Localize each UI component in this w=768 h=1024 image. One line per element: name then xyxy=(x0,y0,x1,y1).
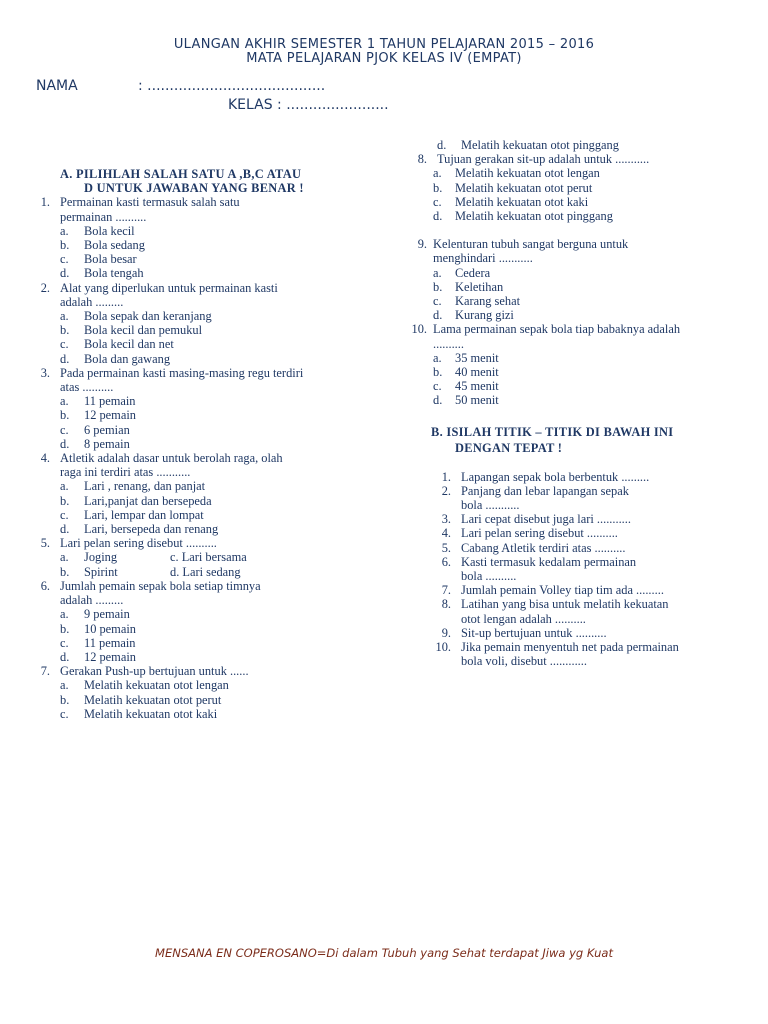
fill-item-2-cont xyxy=(405,498,760,512)
question-number: 8. xyxy=(417,152,427,167)
question-text: Pada permainan kasti masing-masing regu terdiri xyxy=(60,365,304,380)
option-text: Lari, lempar dan lompat xyxy=(84,507,204,522)
question-4 xyxy=(28,451,368,465)
fill-item-text: Latihan yang bisa untuk melatih kekuatan xyxy=(461,597,669,612)
question-text: Permainan kasti termasuk salah satu xyxy=(60,195,240,210)
option-d xyxy=(28,650,368,664)
option-letter: d. xyxy=(437,138,447,152)
column-left xyxy=(28,167,368,721)
option-letter: a. xyxy=(60,309,69,324)
fill-item-number: 2. xyxy=(441,483,451,498)
option-letter: c. xyxy=(60,635,69,650)
option-a xyxy=(28,309,368,323)
question-10 xyxy=(405,322,760,336)
option-letter: d. xyxy=(60,649,70,664)
option-letter: d. xyxy=(60,522,70,537)
option-letter: d. xyxy=(60,436,70,451)
question-number: 1. xyxy=(40,195,50,210)
nama-label: NAMA xyxy=(36,78,78,94)
option-letter: c. xyxy=(60,706,69,721)
question-text: Lari pelan sering disebut .......... xyxy=(60,536,217,551)
option-text: Bola besar xyxy=(84,252,137,267)
question-number: 4. xyxy=(40,451,50,466)
option-a xyxy=(28,394,368,408)
option-text: Melatih kekuatan otot kaki xyxy=(84,706,218,721)
option-text: Bola sepak dan keranjang xyxy=(84,309,212,324)
option-letter: a. xyxy=(433,166,442,181)
option-text: Karang sehat xyxy=(455,294,521,309)
fill-item-number: 6. xyxy=(441,554,451,569)
fill-in-list xyxy=(405,470,760,669)
kelas-field: KELAS : ....................... xyxy=(228,97,389,113)
option-b xyxy=(28,693,368,707)
section-a-title-2: D UNTUK JAWABAN YANG BENAR ! xyxy=(84,181,304,196)
option-text: Kurang gizi xyxy=(455,308,514,323)
option-letter: b. xyxy=(60,692,70,707)
question-10-cont xyxy=(405,337,760,351)
fill-item-number: 10. xyxy=(435,640,451,655)
question-text: Atletik adalah dasar untuk berolah raga, olah xyxy=(60,451,283,466)
question-text: Tujuan gerakan sit-up adalah untuk ........... xyxy=(437,152,650,167)
option-a xyxy=(28,479,368,493)
option-letter: b. xyxy=(60,238,70,253)
question-3 xyxy=(28,366,368,380)
question-text: permainan .......... xyxy=(60,209,147,224)
exam-subtitle: MATA PELAJARAN PJOK KELAS IV (EMPAT) xyxy=(246,51,522,66)
fill-item-10 xyxy=(405,640,760,654)
option-d xyxy=(405,308,760,322)
question-text: Gerakan Push-up bertujuan untuk ...... xyxy=(60,664,249,679)
option-text: d. Lari sedang xyxy=(170,564,241,579)
option-letter: b. xyxy=(433,365,443,380)
question-number: 10. xyxy=(411,322,427,337)
option-text: 12 pemain xyxy=(84,408,136,423)
option-text: Lari,panjat dan bersepeda xyxy=(84,493,212,508)
option-letter: b. xyxy=(60,564,70,579)
option-letter: c. xyxy=(60,507,69,522)
option-text: 50 menit xyxy=(455,393,499,408)
option-text: 35 menit xyxy=(455,350,499,365)
option-d xyxy=(28,352,368,366)
option-c xyxy=(28,636,368,650)
fill-item-3 xyxy=(405,512,760,526)
option-letter: d. xyxy=(433,209,443,224)
option-c xyxy=(28,337,368,351)
option-text: Melatih kekuatan otot perut xyxy=(455,180,593,195)
option-text: Spirint xyxy=(84,564,118,579)
fill-item-text: Panjang dan lebar lapangan sepak xyxy=(461,483,629,498)
option-text: Lari , renang, dan panjat xyxy=(84,479,206,494)
option-b xyxy=(28,565,368,579)
fill-item-9 xyxy=(405,626,760,640)
fill-item-number: 3. xyxy=(441,512,451,527)
option-a xyxy=(28,607,368,621)
option-letter: c. xyxy=(433,294,442,309)
fill-item-7 xyxy=(405,583,760,597)
fill-item-text: Lapangan sepak bola berbentuk ......... xyxy=(461,469,650,484)
question-1 xyxy=(28,195,368,209)
option-a xyxy=(405,166,760,180)
fill-item-number: 9. xyxy=(441,625,451,640)
question-number: 2. xyxy=(40,280,50,295)
fill-item-number: 4. xyxy=(441,526,451,541)
question-number: 7. xyxy=(40,664,50,679)
fill-item-text: Jumlah pemain Volley tiap tim ada ......... xyxy=(461,583,664,598)
option-text: Melatih kekuatan otot pinggang xyxy=(455,209,613,224)
option-d xyxy=(28,437,368,451)
option-b xyxy=(405,280,760,294)
option-text: 45 menit xyxy=(455,379,499,394)
option-text: Bola sedang xyxy=(84,238,145,253)
question-text: .......... xyxy=(433,336,464,351)
option-text: 40 menit xyxy=(455,365,499,380)
option-a xyxy=(405,351,760,365)
question-text: adalah ......... xyxy=(60,294,124,309)
question-5 xyxy=(28,536,368,550)
fill-item-text: Jika pemain menyentuh net pada permainan xyxy=(461,640,679,655)
fill-item-5 xyxy=(405,541,760,555)
option-c xyxy=(28,508,368,522)
option-d xyxy=(28,522,368,536)
option-text: 12 pemain xyxy=(84,649,136,664)
option-b xyxy=(28,408,368,422)
section-a-title-1: A. PILIHLAH SALAH SATU A ,B,C ATAU xyxy=(60,167,302,181)
option-letter: a. xyxy=(60,479,69,494)
option-letter: b. xyxy=(60,493,70,508)
option-c xyxy=(405,294,760,308)
question-6 xyxy=(28,579,368,593)
option-letter: b. xyxy=(433,180,443,195)
option-b xyxy=(28,323,368,337)
option-text: 10 pemain xyxy=(84,621,136,636)
option-text: c. Lari bersama xyxy=(170,550,247,565)
motto-footer: MENSANA EN COPEROSANO=Di dalam Tubuh yang Sehat terdapat Jiwa yg Kuat xyxy=(155,946,613,960)
fill-item-text: Kasti termasuk kedalam permainan xyxy=(461,554,637,569)
fill-item-text: otot lengan adalah .......... xyxy=(461,611,586,626)
option-letter: c. xyxy=(60,337,69,352)
option-letter: a. xyxy=(60,550,69,565)
option-text: Keletihan xyxy=(455,279,504,294)
fill-item-number: 5. xyxy=(441,540,451,555)
column-right xyxy=(405,138,760,669)
option-letter: b. xyxy=(433,279,443,294)
fill-item-text: Lari cepat disebut juga lari ........... xyxy=(461,512,631,527)
question-4-cont xyxy=(28,465,368,479)
question-9 xyxy=(405,237,760,251)
option-d xyxy=(28,266,368,280)
fill-item-text: Sit-up bertujuan untuk .......... xyxy=(461,625,607,640)
option-letter: d. xyxy=(433,308,443,323)
question-text: Alat yang diperlukan untuk permainan kasti xyxy=(60,280,278,295)
question-number: 9. xyxy=(417,237,427,252)
fill-item-1 xyxy=(405,470,760,484)
option-text: Bola dan gawang xyxy=(84,351,171,366)
question-2-cont xyxy=(28,295,368,309)
section-b-title-2: DENGAN TEPAT ! xyxy=(455,440,563,455)
fill-item-8 xyxy=(405,597,760,611)
question-2 xyxy=(28,281,368,295)
fill-item-2 xyxy=(405,484,760,498)
option-letter: c. xyxy=(60,252,69,267)
option-letter: a. xyxy=(60,394,69,409)
option-c xyxy=(405,379,760,393)
question-text: Kelenturan tubuh sangat berguna untuk xyxy=(433,237,629,252)
question-text: adalah ......... xyxy=(60,593,124,608)
option-b xyxy=(28,494,368,508)
option-c xyxy=(28,252,368,266)
option-a xyxy=(28,678,368,692)
option-letter: c. xyxy=(433,194,442,209)
option-text: 9 pemain xyxy=(84,607,130,622)
option-text: Melatih kekuatan otot pinggang xyxy=(461,138,619,152)
fill-item-text: bola .......... xyxy=(461,569,517,584)
fill-item-6 xyxy=(405,555,760,569)
fill-item-4 xyxy=(405,526,760,540)
fill-item-number: 1. xyxy=(441,469,451,484)
fill-item-text: Cabang Atletik terdiri atas .......... xyxy=(461,540,626,555)
fill-item-8-cont xyxy=(405,612,760,626)
option-b xyxy=(405,365,760,379)
option-text: 11 pemain xyxy=(84,394,136,409)
option-text: Bola kecil dan pemukul xyxy=(84,323,203,338)
option-text: Melatih kekuatan otot kaki xyxy=(455,194,589,209)
option-text: Bola tengah xyxy=(84,266,144,281)
option-b xyxy=(28,622,368,636)
fill-item-6-cont xyxy=(405,569,760,583)
option-d xyxy=(405,209,760,223)
section-b-title-1: B. ISILAH TITIK – TITIK DI BAWAH INI xyxy=(431,424,674,439)
question-number: 5. xyxy=(40,536,50,551)
option-text: Bola kecil xyxy=(84,223,135,238)
option-c xyxy=(28,423,368,437)
question-6-cont xyxy=(28,593,368,607)
question-text: menghindari ........... xyxy=(433,251,533,266)
fill-item-text: bola ........... xyxy=(461,498,520,513)
option-text: Melatih kekuatan otot lengan xyxy=(455,166,600,181)
option-letter: b. xyxy=(60,408,70,423)
question-text: atas .......... xyxy=(60,380,114,395)
question-9-cont xyxy=(405,251,760,265)
option-letter: b. xyxy=(60,323,70,338)
option-d xyxy=(405,393,760,407)
question-3-cont xyxy=(28,380,368,394)
question-text: Jumlah pemain sepak bola setiap timnya xyxy=(60,578,261,593)
option-d xyxy=(405,138,760,152)
option-text: Lari, bersepeda dan renang xyxy=(84,522,219,537)
exam-title: ULANGAN AKHIR SEMESTER 1 TAHUN PELAJARAN 2015 – 2016 xyxy=(173,37,595,52)
question-text: Lama permainan sepak bola tiap babaknya adalah xyxy=(433,322,681,337)
option-text: Cedera xyxy=(455,265,491,280)
option-c xyxy=(28,707,368,721)
question-number: 6. xyxy=(40,578,50,593)
option-letter: a. xyxy=(433,350,442,365)
question-8 xyxy=(405,152,760,166)
option-a xyxy=(405,266,760,280)
option-text: Joging xyxy=(84,550,118,565)
nama-field: : ........................................ xyxy=(138,78,326,94)
option-letter: c. xyxy=(433,379,442,394)
option-letter: c. xyxy=(60,422,69,437)
question-number: 3. xyxy=(40,365,50,380)
fill-item-text: Lari pelan sering disebut .......... xyxy=(461,526,618,541)
option-letter: a. xyxy=(433,265,442,280)
option-letter: a. xyxy=(60,223,69,238)
option-a xyxy=(28,224,368,238)
fill-item-10-cont xyxy=(405,654,760,668)
option-letter: d. xyxy=(60,351,70,366)
option-b xyxy=(405,181,760,195)
option-text: Melatih kekuatan otot lengan xyxy=(84,678,229,693)
option-letter: a. xyxy=(60,678,69,693)
option-letter: b. xyxy=(60,621,70,636)
option-letter: d. xyxy=(433,393,443,408)
option-letter: d. xyxy=(60,266,70,281)
question-1-cont xyxy=(28,210,368,224)
option-letter: a. xyxy=(60,607,69,622)
option-text: Melatih kekuatan otot perut xyxy=(84,692,222,707)
fill-item-number: 7. xyxy=(441,583,451,598)
fill-item-text: bola voli, disebut ............ xyxy=(461,654,587,669)
option-c xyxy=(405,195,760,209)
fill-item-number: 8. xyxy=(441,597,451,612)
option-a xyxy=(28,550,368,564)
option-text: Bola kecil dan net xyxy=(84,337,174,352)
question-text: raga ini terdiri atas ........... xyxy=(60,465,191,480)
question-7 xyxy=(28,664,368,678)
option-text: 6 pemian xyxy=(84,422,130,437)
option-b xyxy=(28,238,368,252)
option-text: 8 pemain xyxy=(84,436,130,451)
option-text: 11 pemain xyxy=(84,635,136,650)
